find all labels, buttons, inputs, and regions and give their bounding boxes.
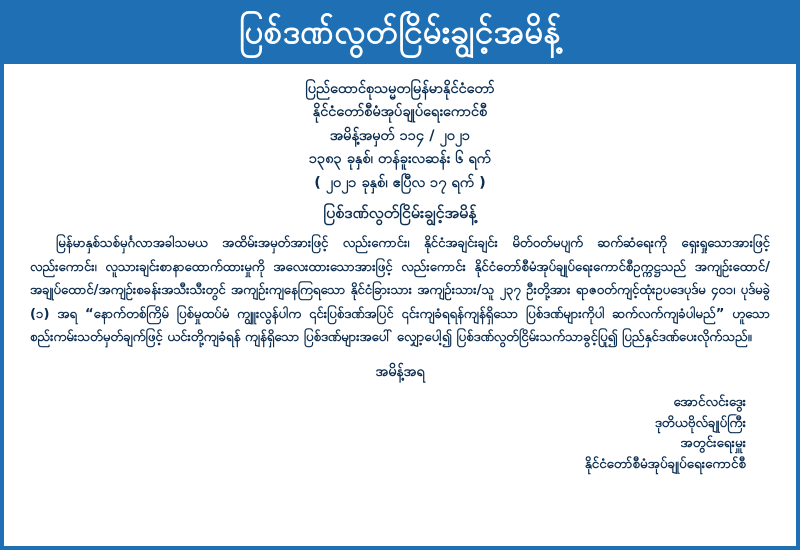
document-subject: ပြစ်ဒဏ်လွတ်ငြိမ်းချွင့်အမိန့်	[323, 203, 477, 223]
signature-organization: နိုင်ငံတော်စီမံအုပ်ချုပ်ရေးကောင်စီ	[584, 457, 746, 473]
document-banner-title: ပြစ်ဒဏ်လွတ်ငြိမ်းချွင့်အမိန့်	[4, 4, 796, 64]
signature-rank: ဒုတိယဗိုလ်ချုပ်ကြီး	[654, 415, 746, 431]
signature-block	[30, 393, 770, 476]
header-line-date-gregorian: ( ၂၀၂၁ ခုနှစ်၊ ဧပြီလ ၁၇ ရက် )	[314, 174, 486, 191]
header-line-order-number: အမိန့်အမှတ် ၁၁၄ / ၂၀၂၁	[329, 127, 471, 144]
signature-position: အတွင်းရေးမှူး	[680, 436, 746, 452]
header-line-country: ပြည်ထောင်စုသမ္မတမြန်မာနိုင်ငံတော်	[305, 80, 495, 97]
header-line-council: နိုင်ငံတော်စီမံအုပ်ချုပ်ရေးကောင်စီ	[312, 104, 488, 121]
document-header-block	[30, 78, 770, 195]
header-line-date-burmese: ၁၃၈၃ ခုနှစ်၊ တန်ခူးလဆန်း ၆ ရက်	[309, 151, 491, 168]
document-body	[4, 64, 796, 486]
order-by-label: အမိန့်အရ	[375, 363, 425, 380]
document-paragraph: မြန်မာနှစ်သစ်မှင်္ဂလာအခါသမယ အထိမ်းအမှတ်အားဖြင့် လည်းကောင်း၊ နိုင်ငံအချင်းချင်း မိတ်ဝတ်မပျက် ဆက်ဆံရေးကို ရှေးရှုသောအားဖြင့် လည်းကောင်း၊ လူသားချင်းစာနာထောက်ထားမှုကို အလေးထားသောအားဖြင့် လည်းကောင်း နိုင်ငံတော်စီမံအုပ်ချုပ်ရေးကောင်စီဥက္ကဋ္ဌသည် အကျဉ်းထောင်/ အချုပ်ထောင်/အကျဉ်းစခန်းအသီးသီးတွင် အကျဉ်းကျနေကြရသော နိုင်ငံခြားသား အကျဉ်းသား/သူ ၂၃၇ ဦးတို့အား ရာဇဝတ်ကျင့်ထုံးဥပဒေပုဒ်မ ၄၀၁၊ ပုဒ်မခွဲ (၁) အရ “နောက်တစ်ကြိမ် ပြစ်မှုထပ်မံ ကျွူးလွန်ပါက ၎င်းပြစ်ဒဏ်အပြင် ၎င်းကျခံရရန်ကျန်ရှိသော ပြစ်ဒဏ်များကိုပါ ဆက်လက်ကျခံပါမည်” ဟူသော စည်းကမ်းသတ်မှတ်ချက်ဖြင့် ယင်းတို့ကျခံရန် ကျန်ရှိသော ပြစ်ဒဏ်များအပေါ် လျှော့ပေါ့၍ ပြစ်ဒဏ်လွတ်ငြိမ်းသက်သာခွင့်ပြု၍ ပြည်နှင်ဒဏ်ပေးလိုက်သည်။	[30, 236, 770, 346]
signature-name: အောင်လင်းဒွေး	[673, 394, 746, 410]
